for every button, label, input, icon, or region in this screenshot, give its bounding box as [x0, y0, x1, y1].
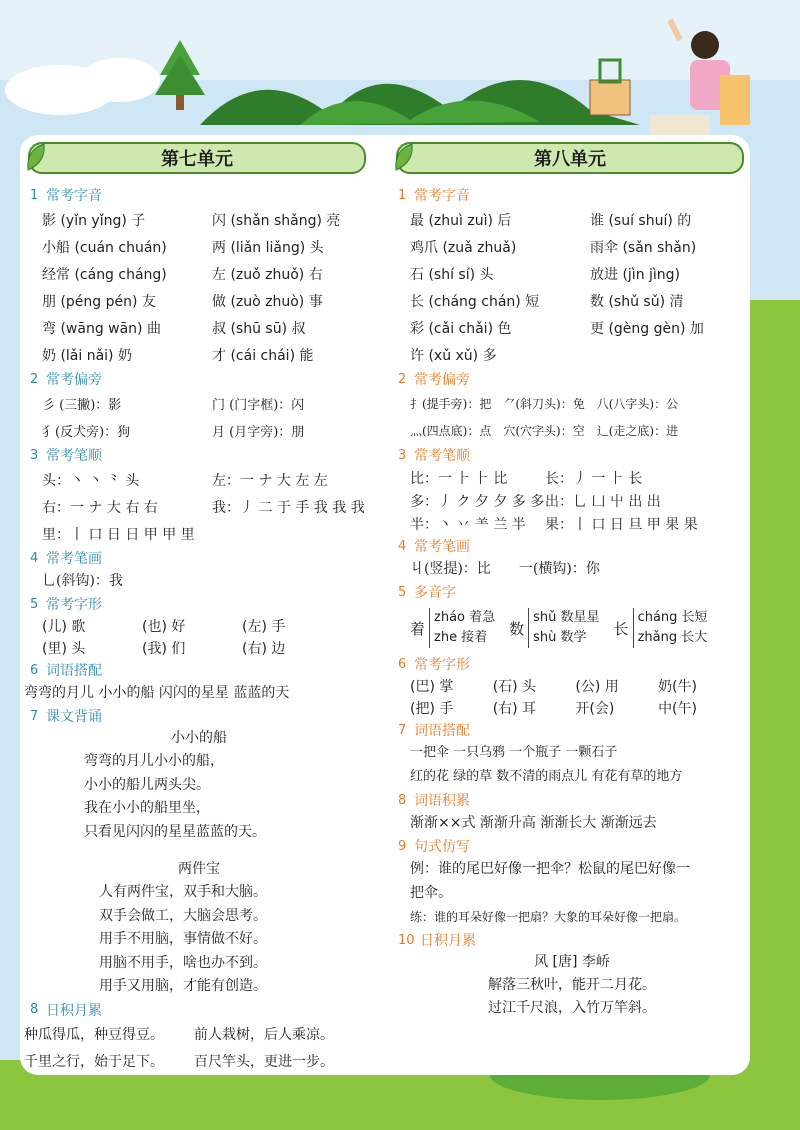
stroke-order-row: 比：一 ⺊ ⺊ 比 长：丿 一 ⺊ 长 [410, 470, 643, 487]
phrase-text: 红的花 绿的草 数不清的雨点儿 有花有草的地方 [410, 769, 683, 784]
section-heading: 2 常考偏旁 [30, 371, 102, 388]
word-accumulation: 渐渐××式 渐渐升高 渐渐长大 渐渐远去 [410, 815, 657, 831]
section-heading: 6 词语搭配 [30, 662, 102, 679]
section-heading: 1 常考字音 [398, 187, 470, 204]
poem-body: 弯弯的月儿小小的船， 小小的船儿两头尖。 我在小小的船里坐， 只看见闪闪的星星蓝蓝的天。 [84, 753, 266, 840]
proverb-row: 千里之行，始于足下。 百尺竿头，更进一步。 [24, 1054, 334, 1070]
section-heading: 8 词语积累 [398, 792, 470, 809]
unit-7-banner [28, 142, 366, 174]
radical-row: 犭(反犬旁)：狗 月 (月字旁)：朋 [42, 425, 305, 440]
polyphone-list: 着 zháo 着急 zhe 接着 数 shǔ 数星星 shù 数学 长 cháng 长短 zhǎng 长大 [392, 603, 752, 653]
section-heading: 3 常考笔顺 [30, 447, 102, 464]
section-heading: 4 常考笔画 [30, 550, 102, 567]
section-heading: 4 常考笔画 [398, 538, 470, 555]
section-heading: 8 日积月累 [30, 1002, 102, 1019]
unit-8-banner [396, 142, 744, 174]
section-heading: 5 常考字形 [30, 596, 102, 613]
stroke-order-row: 半：丶 丷 ⺷ 兰 半 果：丨 口 日 旦 甲 果 果 [410, 516, 698, 533]
stroke-order-row: 里：丨 口 日 日 甲 甲 里 [42, 526, 195, 543]
section-heading: 2 常考偏旁 [398, 371, 470, 388]
section-heading: 3 常考笔顺 [398, 447, 470, 464]
radical-row: 彡 (三撇)：影 门 (门字框)：闪 [42, 398, 305, 413]
section-heading: 5 多音字 [398, 584, 456, 601]
practice-sentence: 练：谁的耳朵好像一把扇？大象的耳朵好像一把扇。 [410, 910, 687, 924]
poem-body: 人有两件宝，双手和大脑。 双手会做工，大脑会思考。 用手不用脑，事情做不好。 用脑不用手，啥也办不到。 用手又用脑，才能有创造。 [99, 884, 267, 994]
char-form-row: (巴) 掌 (石) 头 (公) 用 奶(牛) [410, 679, 697, 695]
stroke-order-row: 头：丶 丶 ⺀ 头 左：一 ナ 大 左 左 [42, 472, 328, 489]
unit-7-column [24, 142, 374, 1075]
radical-row: 扌(提手旁)：把 ⺈(斜刀头)：免 八(八字头)：公 [410, 397, 679, 411]
section-heading: 1 常考字音 [30, 187, 102, 204]
stroke-text: 乚(斜钩)：我 [42, 573, 123, 589]
poem-body: 解落三秋叶，能开二月花。 过江千尺浪，入竹万竿斜。 [488, 977, 656, 1016]
poem-title: 小小的船 [171, 730, 227, 746]
stroke-order-row: 右：一 ナ 大 右 右 我：丿 二 于 手 我 我 我 [42, 499, 365, 516]
pronunciation-list: 最 (zhuì zuì) 后 谁 (suí shuí) 的 鸡爪 (zuǎ zhuǎ) 雨伞 (sǎn shǎn) 石 (shí sí) 头 放进 (jìn jìng) 长 (cháng chán) 短 数 (shǔ sǔ) 清 彩 (cǎi chǎi) 色 更 (gèng gèn) 加 许 (xǔ xǔ) 多 [410, 212, 704, 364]
pronunciation-list: 影 (yǐn yǐng) 子 闪 (shǎn shǎng) 亮 小船 (cuán chuán) 两 (liǎn liǎng) 头 经常 (cáng cháng) 左 (zuǒ zhuǒ) 右 朋 (péng pén) 友 做 (zuò zhuò) 事 弯 (wāng wān) 曲 叔 (shū sū) 叔 奶 (lǎi nǎi) 奶 才 (cái chái) 能 [42, 212, 341, 364]
radical-row: 灬(四点底)：点 穴(穴字头)：空 辶(走之底)：进 [410, 424, 679, 438]
example-sentence: 例：谁的尾巴好像一把伞？松鼠的尾巴好像一 [410, 861, 690, 877]
section-heading: 7 课文背诵 [30, 708, 102, 725]
char-form-row: (里) 头 (我) 们 (右) 边 [42, 641, 286, 657]
section-heading: 10 日积月累 [398, 932, 476, 949]
phrase-text: 弯弯的月儿 小小的船 闪闪的星星 蓝蓝的天 [24, 685, 290, 701]
stroke-text: 丩(竖提)：比 一(横钩)：你 [410, 561, 600, 577]
example-sentence: 把伞。 [410, 885, 452, 901]
char-form-row: (儿) 歌 (也) 好 (左) 手 [42, 619, 286, 635]
unit-8-title: 第八单元 [534, 149, 606, 170]
poem-title: 风 [唐] 李峤 [534, 954, 610, 970]
phrase-text: 一把伞 一只乌鸦 一个瓶子 一颗石子 [410, 745, 618, 760]
section-heading: 6 常考字形 [398, 656, 470, 673]
unit-8-column [392, 142, 752, 1020]
unit-7-title: 第七单元 [161, 149, 233, 170]
stroke-order-row: 多：丿 ク 夕 夕 多 多 出：乚 凵 屮 出 出 [410, 493, 661, 510]
section-heading: 9 句式仿写 [398, 838, 470, 855]
poem-title: 两件宝 [178, 861, 220, 877]
section-heading: 7 词语搭配 [398, 722, 470, 739]
proverb-row: 种瓜得瓜，种豆得豆。 前人栽树，后人乘凉。 [24, 1027, 334, 1043]
char-form-row: (把) 手 (右) 耳 开(会) 中(午) [410, 701, 697, 717]
